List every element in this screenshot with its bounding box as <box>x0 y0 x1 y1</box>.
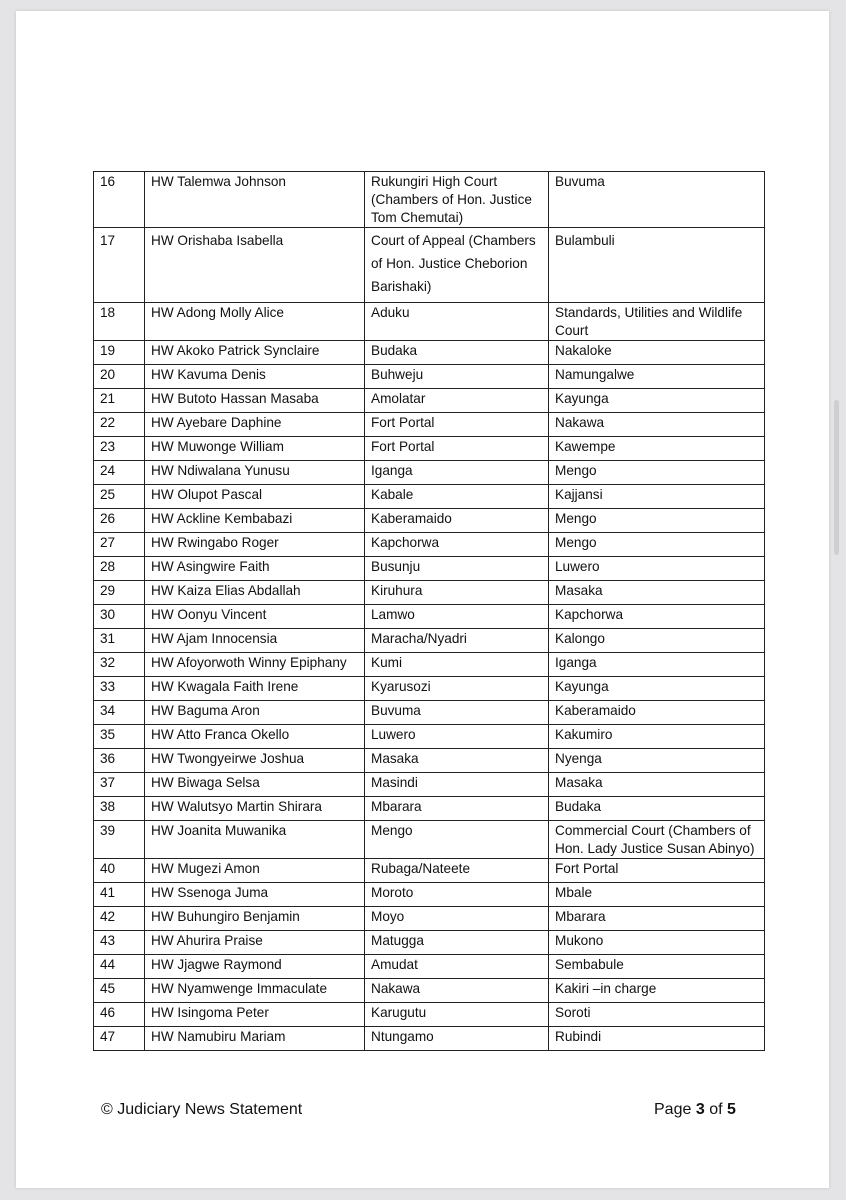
table-row <box>94 437 765 461</box>
table-row <box>94 365 765 389</box>
cell-new-station: Mbarara <box>549 907 765 931</box>
cell-officer-name: HW Ndiwalana Yunusu <box>145 461 365 485</box>
cell-new-station: Namungalwe <box>549 365 765 389</box>
cell-officer-name: HW Ahurira Praise <box>145 931 365 955</box>
cell-number: 47 <box>94 1027 145 1051</box>
cell-new-station: Bulambuli <box>549 228 765 303</box>
cell-officer-name: HW Kavuma Denis <box>145 365 365 389</box>
cell-new-station: Standards, Utilities and Wildlife Court <box>549 303 765 341</box>
table-row <box>94 677 765 701</box>
cell-number: 46 <box>94 1003 145 1027</box>
cell-officer-name: HW Baguma Aron <box>145 701 365 725</box>
cell-new-station: Mengo <box>549 461 765 485</box>
table-row <box>94 557 765 581</box>
cell-number: 25 <box>94 485 145 509</box>
table-row <box>94 773 765 797</box>
cell-current-station: Masaka <box>365 749 549 773</box>
table-row <box>94 172 765 228</box>
cell-current-station: Nakawa <box>365 979 549 1003</box>
table-row <box>94 725 765 749</box>
cell-current-station: Moroto <box>365 883 549 907</box>
cell-new-station: Kakumiro <box>549 725 765 749</box>
page-total: 5 <box>726 1101 736 1118</box>
table-row <box>94 701 765 725</box>
cell-current-station: Mengo <box>365 821 549 859</box>
table-row <box>94 413 765 437</box>
cell-number: 39 <box>94 821 145 859</box>
table-row <box>94 859 765 883</box>
cell-officer-name: HW Ssenoga Juma <box>145 883 365 907</box>
transfer-table <box>93 171 765 1051</box>
cell-number: 26 <box>94 509 145 533</box>
table-row <box>94 907 765 931</box>
page-of-word: of <box>709 1101 723 1118</box>
table-row <box>94 581 765 605</box>
cell-new-station: Commercial Court (Chambers of Hon. Lady Justice Susan Abinyo) <box>549 821 765 859</box>
cell-new-station: Kaberamaido <box>549 701 765 725</box>
table-row <box>94 509 765 533</box>
cell-current-station: Lamwo <box>365 605 549 629</box>
cell-officer-name: HW Ajam Innocensia <box>145 629 365 653</box>
cell-current-station: Amolatar <box>365 389 549 413</box>
cell-new-station: Kayunga <box>549 389 765 413</box>
cell-officer-name: HW Asingwire Faith <box>145 557 365 581</box>
table-row <box>94 955 765 979</box>
cell-number: 35 <box>94 725 145 749</box>
cell-current-station: Rubaga/Nateete <box>365 859 549 883</box>
cell-officer-name: HW Twongyeirwe Joshua <box>145 749 365 773</box>
cell-current-station: Matugga <box>365 931 549 955</box>
cell-new-station: Soroti <box>549 1003 765 1027</box>
cell-officer-name: HW Namubiru Mariam <box>145 1027 365 1051</box>
cell-new-station: Mengo <box>549 509 765 533</box>
cell-officer-name: HW Walutsyo Martin Shirara <box>145 797 365 821</box>
cell-number: 29 <box>94 581 145 605</box>
cell-current-station: Ntungamo <box>365 1027 549 1051</box>
cell-number: 34 <box>94 701 145 725</box>
cell-number: 16 <box>94 172 145 228</box>
table-row <box>94 605 765 629</box>
cell-current-station: Aduku <box>365 303 549 341</box>
cell-number: 45 <box>94 979 145 1003</box>
cell-current-station: Mbarara <box>365 797 549 821</box>
cell-number: 24 <box>94 461 145 485</box>
cell-new-station: Kawempe <box>549 437 765 461</box>
cell-officer-name: HW Atto Franca Okello <box>145 725 365 749</box>
table-row <box>94 303 765 341</box>
cell-officer-name: HW Nyamwenge Immaculate <box>145 979 365 1003</box>
cell-new-station: Nakawa <box>549 413 765 437</box>
cell-number: 40 <box>94 859 145 883</box>
cell-number: 18 <box>94 303 145 341</box>
cell-new-station: Fort Portal <box>549 859 765 883</box>
cell-officer-name: HW Kaiza Elias Abdallah <box>145 581 365 605</box>
page-word: Page <box>654 1101 692 1118</box>
cell-current-station: Moyo <box>365 907 549 931</box>
page-current: 3 <box>695 1101 705 1118</box>
table-row <box>94 1003 765 1027</box>
cell-number: 28 <box>94 557 145 581</box>
cell-current-station: Kyarusozi <box>365 677 549 701</box>
cell-officer-name: HW Akoko Patrick Synclaire <box>145 341 365 365</box>
cell-number: 33 <box>94 677 145 701</box>
table-row <box>94 389 765 413</box>
cell-current-station: Fort Portal <box>365 437 549 461</box>
cell-new-station: Masaka <box>549 773 765 797</box>
cell-number: 37 <box>94 773 145 797</box>
table-row <box>94 485 765 509</box>
cell-officer-name: HW Olupot Pascal <box>145 485 365 509</box>
cell-number: 43 <box>94 931 145 955</box>
table-row <box>94 341 765 365</box>
cell-officer-name: HW Mugezi Amon <box>145 859 365 883</box>
cell-new-station: Mbale <box>549 883 765 907</box>
cell-new-station: Nyenga <box>549 749 765 773</box>
footer-page-number <box>654 1101 736 1119</box>
cell-number: 32 <box>94 653 145 677</box>
cell-new-station: Luwero <box>549 557 765 581</box>
table-row <box>94 629 765 653</box>
cell-officer-name: HW Talemwa Johnson <box>145 172 365 228</box>
cell-number: 41 <box>94 883 145 907</box>
cell-current-station: Iganga <box>365 461 549 485</box>
cell-current-station: Kaberamaido <box>365 509 549 533</box>
cell-current-station: Kumi <box>365 653 549 677</box>
cell-current-station: Court of Appeal (Chambers of Hon. Justice Cheborion Barishaki) <box>365 228 549 303</box>
table-row <box>94 797 765 821</box>
cell-officer-name: HW Isingoma Peter <box>145 1003 365 1027</box>
cell-number: 30 <box>94 605 145 629</box>
cell-new-station: Kapchorwa <box>549 605 765 629</box>
scrollbar[interactable] <box>834 400 839 555</box>
cell-officer-name: HW Oonyu Vincent <box>145 605 365 629</box>
cell-current-station: Rukungiri High Court (Chambers of Hon. Justice Tom Chemutai) <box>365 172 549 228</box>
cell-current-station: Amudat <box>365 955 549 979</box>
cell-current-station: Kabale <box>365 485 549 509</box>
table-row <box>94 1027 765 1051</box>
cell-officer-name: HW Ackline Kembabazi <box>145 509 365 533</box>
cell-officer-name: HW Joanita Muwanika <box>145 821 365 859</box>
cell-officer-name: HW Biwaga Selsa <box>145 773 365 797</box>
cell-new-station: Nakaloke <box>549 341 765 365</box>
cell-officer-name: HW Adong Molly Alice <box>145 303 365 341</box>
cell-number: 19 <box>94 341 145 365</box>
table-row <box>94 821 765 859</box>
cell-number: 36 <box>94 749 145 773</box>
cell-current-station: Buhweju <box>365 365 549 389</box>
cell-new-station: Kakiri –in charge <box>549 979 765 1003</box>
cell-new-station: Buvuma <box>549 172 765 228</box>
cell-new-station: Masaka <box>549 581 765 605</box>
cell-current-station: Karugutu <box>365 1003 549 1027</box>
cell-current-station: Kapchorwa <box>365 533 549 557</box>
cell-new-station: Kajjansi <box>549 485 765 509</box>
cell-number: 31 <box>94 629 145 653</box>
cell-officer-name: HW Kwagala Faith Irene <box>145 677 365 701</box>
table-row <box>94 979 765 1003</box>
footer-copyright: © Judiciary News Statement <box>101 1101 303 1118</box>
cell-current-station: Luwero <box>365 725 549 749</box>
cell-number: 38 <box>94 797 145 821</box>
cell-officer-name: HW Ayebare Daphine <box>145 413 365 437</box>
cell-current-station: Kiruhura <box>365 581 549 605</box>
cell-officer-name: HW Afoyorwoth Winny Epiphany <box>145 653 365 677</box>
cell-number: 21 <box>94 389 145 413</box>
transfer-table-body <box>94 172 765 1051</box>
cell-new-station: Mukono <box>549 931 765 955</box>
cell-officer-name: HW Jjagwe Raymond <box>145 955 365 979</box>
cell-officer-name: HW Orishaba Isabella <box>145 228 365 303</box>
cell-officer-name: HW Buhungiro Benjamin <box>145 907 365 931</box>
table-row <box>94 931 765 955</box>
cell-new-station: Kalongo <box>549 629 765 653</box>
table-row <box>94 228 765 303</box>
table-row <box>94 883 765 907</box>
cell-new-station: Sembabule <box>549 955 765 979</box>
cell-new-station: Mengo <box>549 533 765 557</box>
cell-number: 22 <box>94 413 145 437</box>
table-row <box>94 461 765 485</box>
table-row <box>94 749 765 773</box>
cell-number: 42 <box>94 907 145 931</box>
cell-number: 44 <box>94 955 145 979</box>
cell-number: 23 <box>94 437 145 461</box>
cell-new-station: Iganga <box>549 653 765 677</box>
cell-current-station: Buvuma <box>365 701 549 725</box>
table-row <box>94 533 765 557</box>
table-row <box>94 653 765 677</box>
cell-officer-name: HW Rwingabo Roger <box>145 533 365 557</box>
cell-current-station: Budaka <box>365 341 549 365</box>
cell-number: 27 <box>94 533 145 557</box>
cell-new-station: Budaka <box>549 797 765 821</box>
cell-current-station: Maracha/Nyadri <box>365 629 549 653</box>
cell-officer-name: HW Muwonge William <box>145 437 365 461</box>
cell-number: 20 <box>94 365 145 389</box>
cell-new-station: Kayunga <box>549 677 765 701</box>
cell-new-station: Rubindi <box>549 1027 765 1051</box>
cell-current-station: Masindi <box>365 773 549 797</box>
cell-current-station: Fort Portal <box>365 413 549 437</box>
cell-current-station: Busunju <box>365 557 549 581</box>
cell-officer-name: HW Butoto Hassan Masaba <box>145 389 365 413</box>
cell-number: 17 <box>94 228 145 303</box>
